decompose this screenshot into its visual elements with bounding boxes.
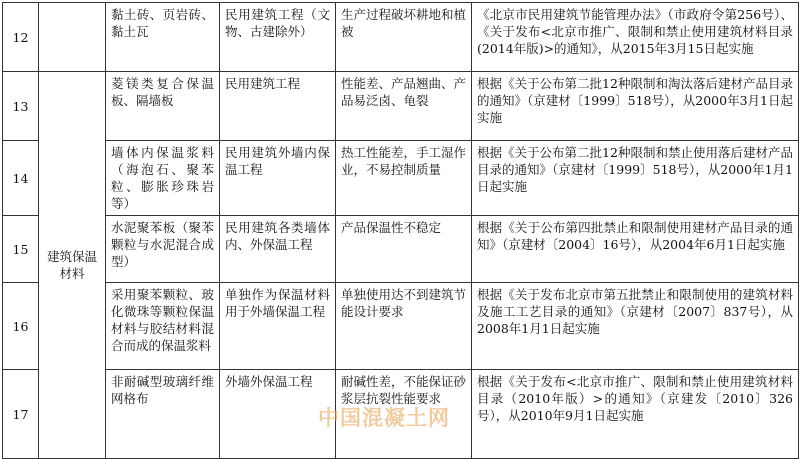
application-scope: 民用建筑各类墙体内、外保温工程 — [220, 216, 336, 283]
application-scope: 民用建筑外墙内保温工程 — [220, 141, 336, 216]
material-name: 采用聚苯颗粒、玻化微珠等颗粒保温材料与胶结材料混合而成的保温浆料 — [106, 283, 220, 370]
table-row — [3, 216, 799, 283]
row-number: 12 — [3, 3, 39, 72]
restriction-reason: 单独使用达不到建筑节能设计要求 — [336, 283, 472, 370]
category-cell-empty — [39, 3, 106, 72]
row-number: 16 — [3, 283, 39, 370]
category-cell: 建筑保温材料 — [39, 72, 106, 459]
legal-basis: 根据《关于发布<北京市推广、限制和禁止使用建筑材料目录（2010年版）>的通知》（京建发〔2010〕326号），从2010年9月1日起实施 — [472, 370, 799, 459]
restriction-reason: 性能差、产品翘曲、产品易泛卤、龟裂 — [336, 72, 472, 141]
legal-basis: 根据《关于公布第四批禁止和限制使用建材产品目录的通知》（京建材〔2004〕16号），从2004年6月1日起实施 — [472, 216, 799, 283]
regulation-table — [2, 2, 799, 459]
legal-basis: 根据《关于公布第二批12种限制和禁止使用落后建材产品目录的通知》（京建材〔1999〕518号），从2000年1月1日起实施 — [472, 141, 799, 216]
row-number: 17 — [3, 370, 39, 459]
row-number: 14 — [3, 141, 39, 216]
row-number: 15 — [3, 216, 39, 283]
restriction-reason: 热工性能差，手工湿作业，不易控制质量 — [336, 141, 472, 216]
application-scope: 单独作为保温材料用于外墙保温工程 — [220, 283, 336, 370]
application-scope: 外墙外保温工程 — [220, 370, 336, 459]
material-name: 水泥聚苯板（聚苯颗粒与水泥混合成型） — [106, 216, 220, 283]
material-name: 黏土砖、页岩砖、黏土瓦 — [106, 3, 220, 72]
legal-basis: 《北京市民用建筑节能管理办法》（市政府令第256号）、《关于发布<北京市推广、限制和禁止使用建筑材料目录(2014年版)>的通知》，从2015年3月15日起实施 — [472, 3, 799, 72]
restriction-reason: 生产过程破坏耕地和植被 — [336, 3, 472, 72]
row-number: 13 — [3, 72, 39, 141]
table-row — [3, 3, 799, 72]
table-row — [3, 283, 799, 370]
application-scope: 民用建筑工程 — [220, 72, 336, 141]
application-scope: 民用建筑工程（文物、古建除外） — [220, 3, 336, 72]
restriction-reason: 产品保温性不稳定 — [336, 216, 472, 283]
material-name: 菱镁类复合保温板、隔墙板 — [106, 72, 220, 141]
legal-basis: 根据《关于发布北京市第五批禁止和限制使用的建筑材料及施工工艺目录的通知》（京建材〔2007〕837号），从2008年1月1日起实施 — [472, 283, 799, 370]
material-name: 非耐碱型玻璃纤维网格布 — [106, 370, 220, 459]
material-name: 墙体内保温浆料（海泡石、聚苯粒、膨胀珍珠岩等） — [106, 141, 220, 216]
table-row — [3, 141, 799, 216]
restriction-reason: 耐碱性差，不能保证砂浆层抗裂性能要求 — [336, 370, 472, 459]
legal-basis: 根据《关于公布第二批12种限制和淘汰落后建材产品目录的通知》（京建材〔1999〕518号），从2000年3月1日起实施 — [472, 72, 799, 141]
table-row — [3, 72, 799, 141]
site-watermark: 中国混凝土网 — [318, 406, 450, 430]
